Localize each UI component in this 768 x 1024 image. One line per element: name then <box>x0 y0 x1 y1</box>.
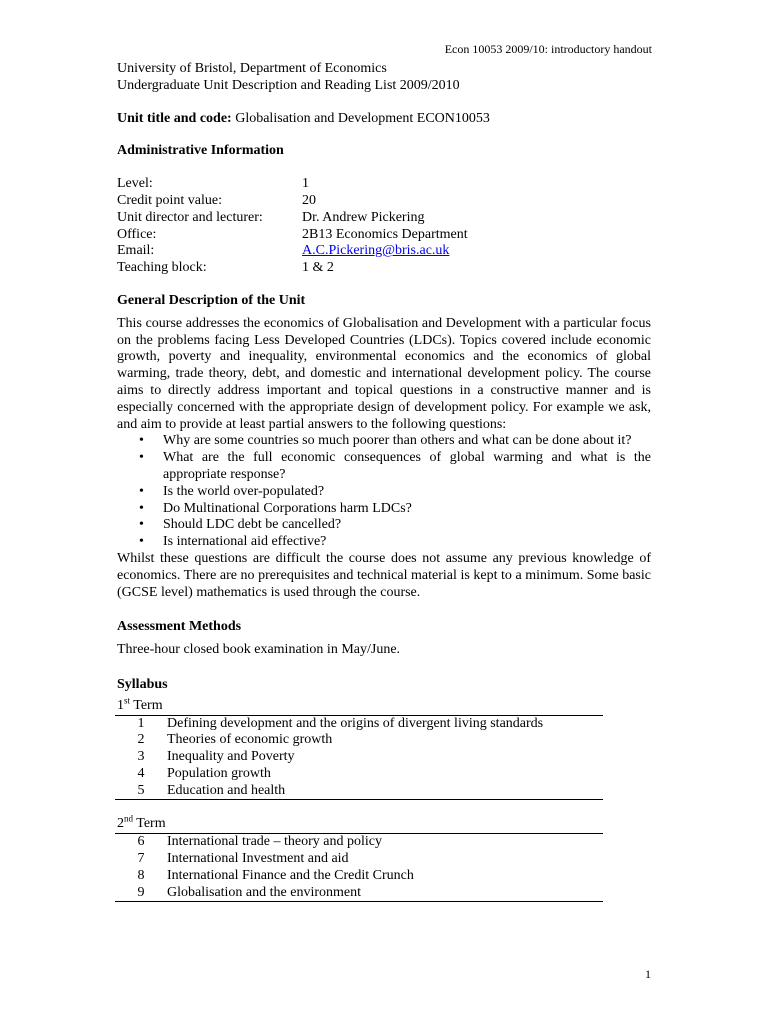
admin-row-credit <box>117 193 651 210</box>
bullet-icon: • <box>139 433 144 449</box>
page-number: 1 <box>645 967 651 981</box>
admin-row-office <box>117 227 651 244</box>
topic-title: Defining development and the origins of divergent living standards <box>167 715 544 731</box>
bullet-icon: • <box>139 500 144 516</box>
admin-row-email <box>117 243 651 260</box>
unit-title <box>117 111 651 128</box>
topic-number: 5 <box>137 782 145 798</box>
admin-row-teaching-block <box>117 260 651 277</box>
table-row <box>115 732 603 749</box>
term-2-table <box>115 833 603 902</box>
list-item: • Is the world over-populated? <box>139 483 325 499</box>
document-subtitle: Undergraduate Unit Description and Reading List 2009/2010 <box>117 77 460 93</box>
topic-number: 8 <box>137 867 145 883</box>
document-body <box>117 61 651 902</box>
description-heading: General Description of the Unit <box>117 292 306 308</box>
running-header: Econ 10053 2009/10: introductory handout <box>444 42 652 56</box>
list-item: • Why are some countries so much poorer than others and what can be done about it? <box>139 433 632 449</box>
term-2-heading: 2nd Term <box>117 813 166 832</box>
admin-value: Dr. Andrew Pickering <box>302 209 425 225</box>
admin-label: Credit point value: <box>117 192 222 208</box>
description-intro: This course addresses the economics of Globalisation and Development with a particular focus on the problems facing Less Developed Countries (LDCs). Topics covered include economic growth, poverty and inequality, environmental economics and the economics of global warming, trade theory, debt, and domestic and international development policy. The course aims to directly address important and topical questions in a constructive manner and is especially concerned with the appropriate design of development policy. For example we ask, and aim to provide at least partial answers to the following questions: <box>117 315 651 432</box>
unit-title-value: Globalisation and Development ECON10053 <box>231 110 490 126</box>
topic-title: Inequality and Poverty <box>167 749 295 765</box>
table-row <box>115 834 603 851</box>
bullet-icon: • <box>139 450 144 466</box>
list-item: • Should LDC debt be cancelled? <box>139 517 342 533</box>
topic-number: 1 <box>137 715 145 731</box>
topic-number: 3 <box>137 749 145 765</box>
admin-row-level <box>117 176 651 193</box>
topic-title: International trade – theory and policy <box>167 834 382 850</box>
table-row <box>115 766 603 783</box>
topic-number: 4 <box>137 765 145 781</box>
admin-value: 20 <box>302 192 316 208</box>
table-row <box>115 885 603 902</box>
admin-table <box>117 176 651 277</box>
topic-title: Globalisation and the environment <box>167 884 362 900</box>
table-row <box>115 715 603 732</box>
assessment-heading: Assessment Methods <box>117 619 242 635</box>
unit-title-label: Unit title and code: <box>117 110 232 126</box>
topic-number: 7 <box>137 851 145 867</box>
admin-label: Unit director and lecturer: <box>117 209 263 225</box>
topic-title: International Finance and the Credit Crunch <box>167 867 414 883</box>
question-list <box>117 433 651 551</box>
topic-title: International Investment and aid <box>167 851 349 867</box>
topic-number: 9 <box>137 884 145 900</box>
term-1-heading: 1st Term <box>117 695 163 713</box>
table-row <box>115 783 603 800</box>
list-item: • Is international aid effective? <box>139 534 327 550</box>
bullet-icon: • <box>139 517 144 533</box>
topic-number: 6 <box>137 834 145 850</box>
list-item: • Do Multinational Corporations harm LDCs? <box>139 500 412 516</box>
topic-title: Theories of economic growth <box>167 732 333 748</box>
assessment-text: Three-hour closed book examination in May/June. <box>117 642 401 658</box>
admin-value: 2B13 Economics Department <box>302 226 468 242</box>
syllabus-heading: Syllabus <box>117 676 168 692</box>
topic-title: Population growth <box>167 765 271 781</box>
topic-title: Education and health <box>167 782 286 798</box>
bullet-icon: • <box>139 534 144 550</box>
list-item: • What are the full economic consequences of global warming and what is the appropriate response? <box>139 450 651 482</box>
bullet-icon: • <box>139 483 144 499</box>
admin-label: Level: <box>117 176 153 192</box>
topic-number: 2 <box>137 732 145 748</box>
institution-line: University of Bristol, Department of Economics <box>117 61 387 76</box>
term-1-table <box>115 715 603 801</box>
admin-row-director <box>117 210 651 227</box>
admin-heading: Administrative Information <box>117 143 284 159</box>
email-link[interactable]: A.C.Pickering@bris.ac.uk <box>302 243 450 259</box>
description-outro: Whilst these questions are difficult the course does not assume any previous knowledge of economics. There are no prerequisites and technical material is kept to a minimum. Some basic (GCSE level) mathematics is used through the course. <box>117 550 651 600</box>
admin-label: Teaching block: <box>117 260 207 276</box>
admin-value: 1 & 2 <box>302 260 334 276</box>
table-row <box>115 868 603 885</box>
admin-value: 1 <box>302 176 309 192</box>
admin-label: Email: <box>117 243 155 259</box>
admin-label: Office: <box>117 226 157 242</box>
table-row <box>115 851 603 868</box>
table-row <box>115 749 603 766</box>
